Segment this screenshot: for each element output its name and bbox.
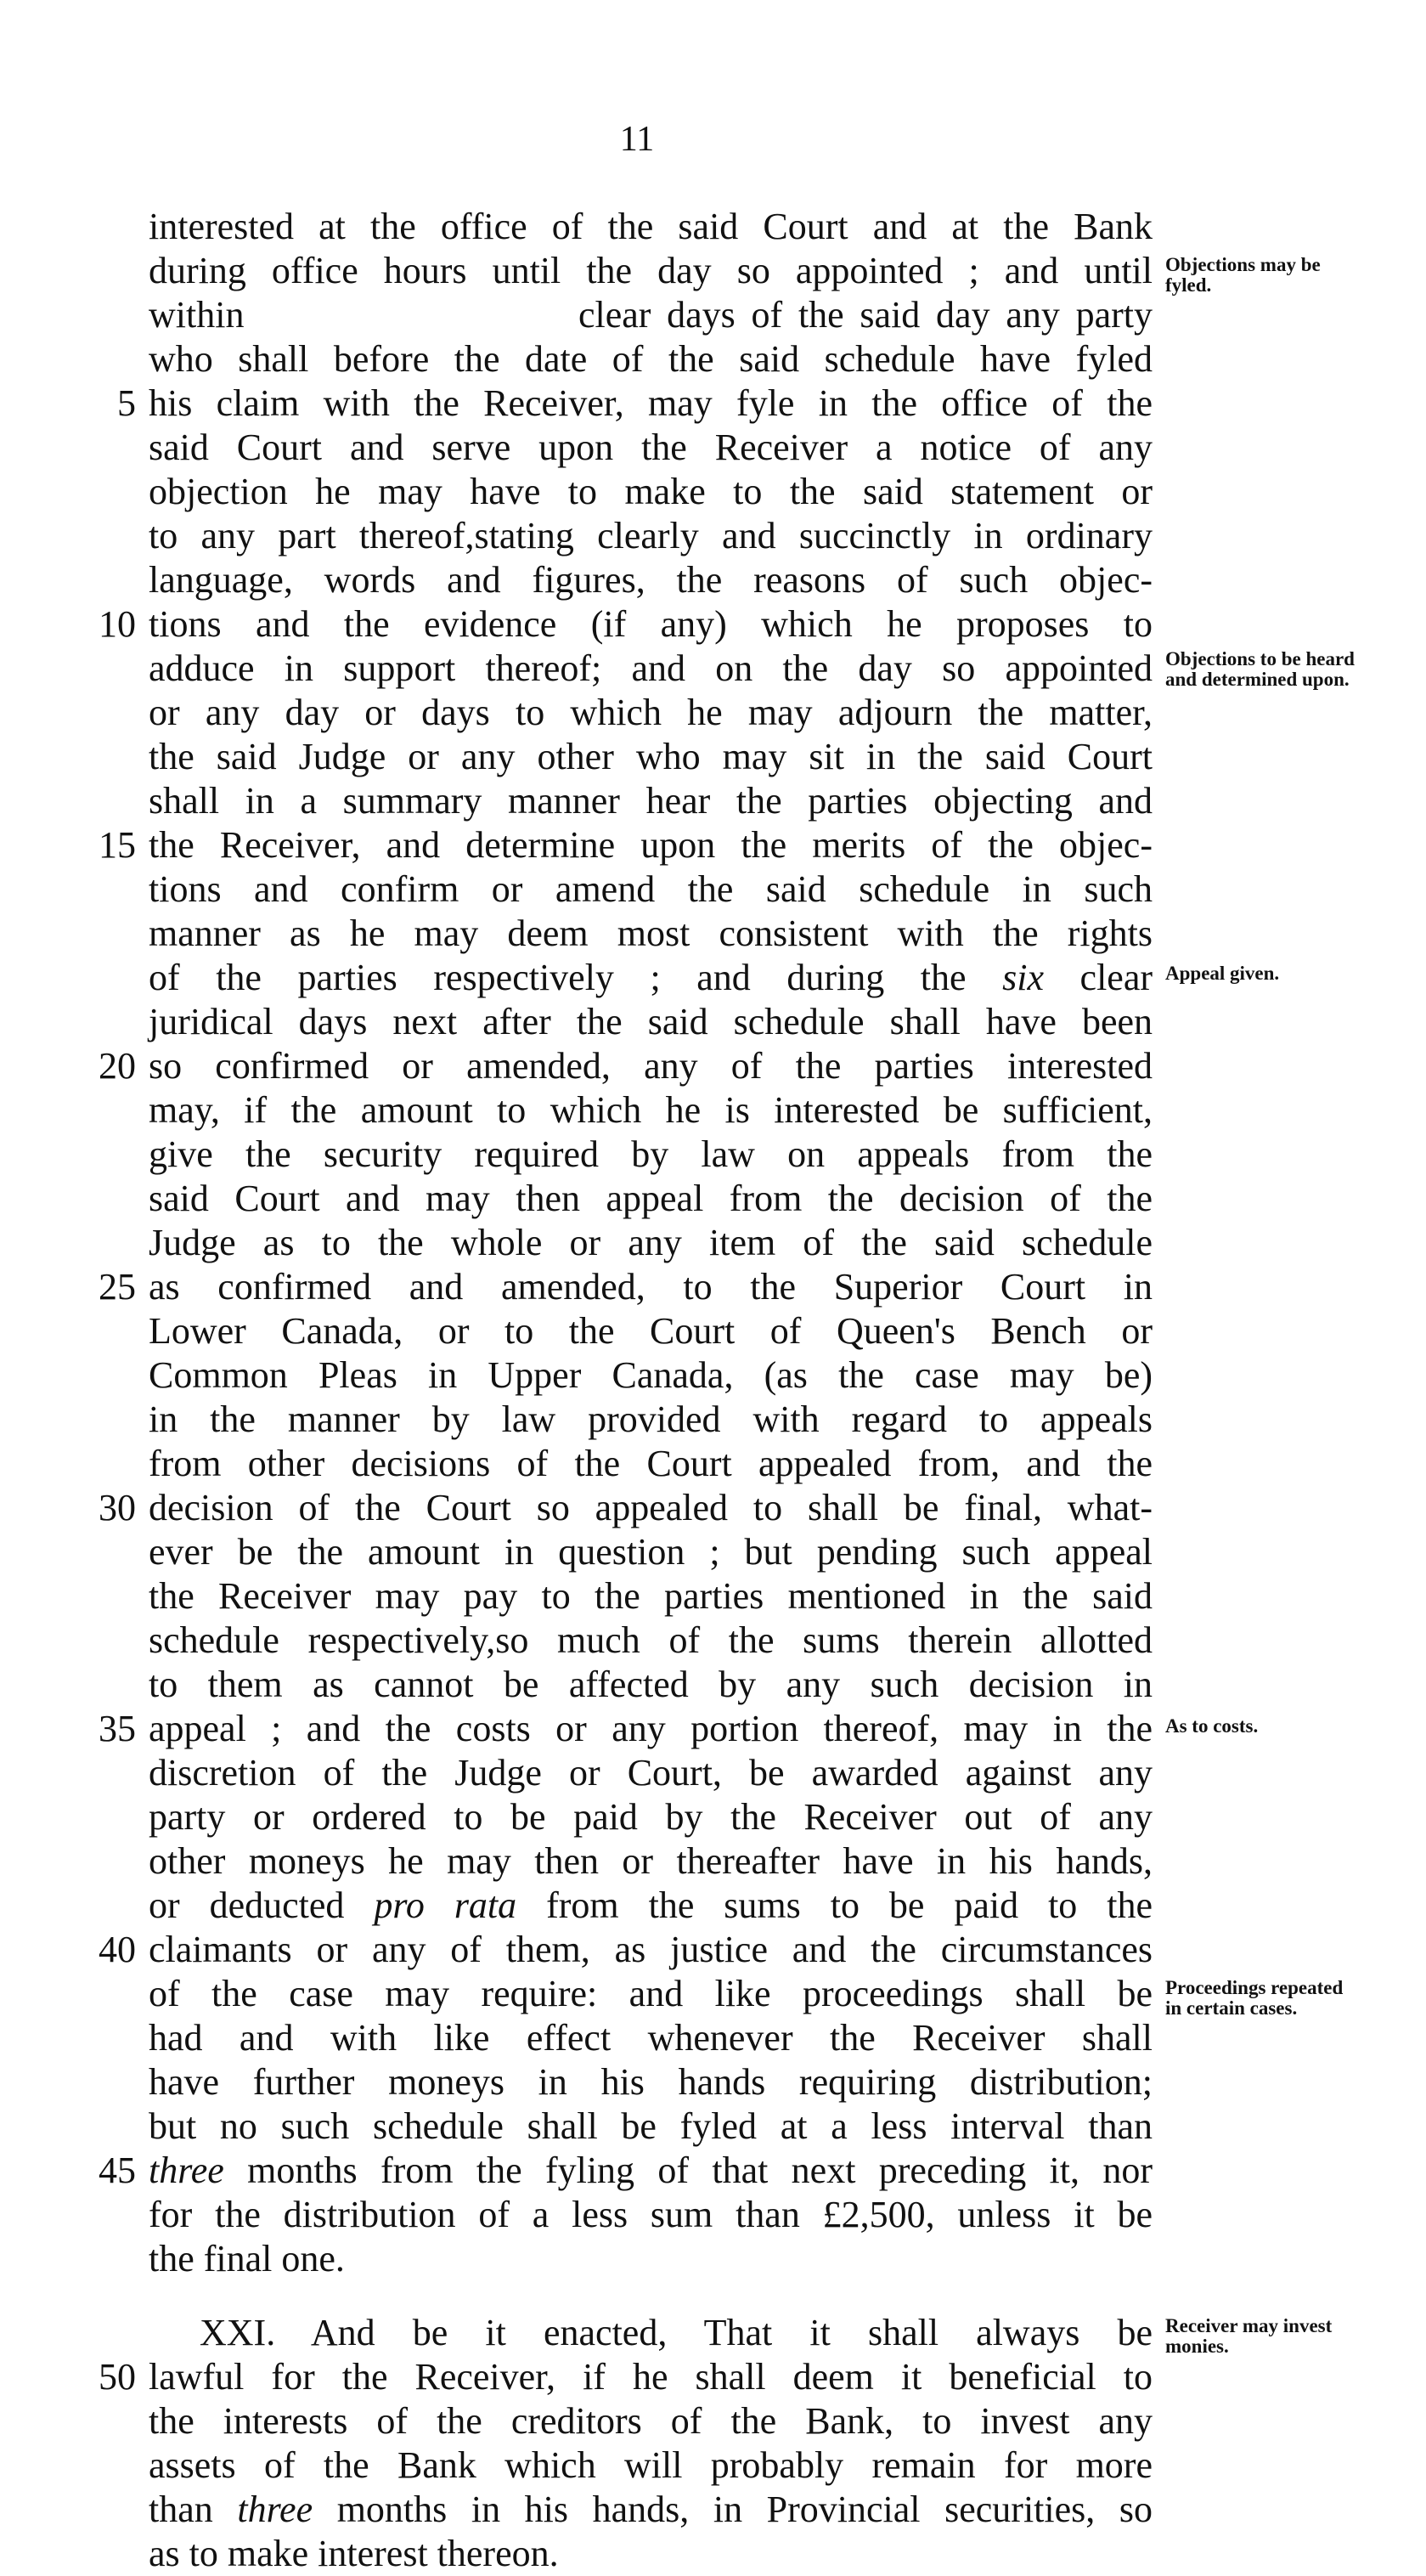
text-line: decision of the Court so appealed to shall be final, what- bbox=[149, 1487, 1153, 1528]
text-line: schedule respectively,so much of the sums therein allotted bbox=[149, 1619, 1153, 1661]
margin-note-objections-fyled: Objections may be fyled. bbox=[1165, 254, 1321, 296]
text-line: in the manner by law provided with regard to appeals bbox=[149, 1398, 1153, 1440]
text-line: to them as cannot be affected by any such decision in bbox=[149, 1664, 1153, 1705]
text-line: Judge as to the whole or any item of the said schedule bbox=[149, 1222, 1153, 1263]
line-number: 45 bbox=[99, 2149, 136, 2191]
text-line: tions and the evidence (if any) which he proposes to bbox=[149, 603, 1153, 645]
text-line: who shall before the date of the said schedule have fyled bbox=[149, 338, 1153, 380]
text-line: of the case may require: and like proceedings shall be bbox=[149, 1973, 1153, 2014]
text-line: his claim with the Receiver, may fyle in the office of the bbox=[149, 382, 1153, 424]
text-line: or any day or days to which he may adjourn the matter, bbox=[149, 692, 1153, 733]
text-line: the Receiver, and determine upon the merits of the objec- bbox=[149, 824, 1153, 866]
text-line: so confirmed or amended, any of the parties interested bbox=[149, 1045, 1153, 1087]
text-line: but no such schedule shall be fyled at a less interval than bbox=[149, 2105, 1153, 2147]
line-number: 40 bbox=[99, 1929, 136, 1970]
text-line: interested at the office of the said Court and at the Bank bbox=[149, 206, 1153, 247]
text-line: said Court and serve upon the Receiver a notice of any bbox=[149, 427, 1153, 468]
text-line: manner as he may deem most consistent with the rights bbox=[149, 912, 1153, 954]
text-line: have further moneys in his hands requiring distribution; bbox=[149, 2061, 1153, 2103]
text-line: may, if the amount to which he is interested be sufficient, bbox=[149, 1089, 1153, 1131]
line-number: 30 bbox=[99, 1487, 136, 1528]
text-line: during office hours until the day so appointed ; and until bbox=[149, 250, 1153, 291]
text-line: as confirmed and amended, to the Superior Court in bbox=[149, 1266, 1153, 1308]
text-line: XXI. And be it enacted, That it shall always be bbox=[200, 2312, 1153, 2353]
line-number: 20 bbox=[99, 1045, 136, 1087]
text-line: claimants or any of them, as justice and the circumstances bbox=[149, 1929, 1153, 1970]
text-line: appeal ; and the costs or any portion thereof, may in the bbox=[149, 1708, 1153, 1749]
line-number: 50 bbox=[99, 2356, 136, 2398]
margin-note-appeal-given: Appeal given. bbox=[1165, 963, 1280, 984]
text-line: objection he may have to make to the said statement or bbox=[149, 471, 1153, 512]
text-line: shall in a summary manner hear the parties objecting and bbox=[149, 780, 1153, 822]
text-line: three months from the fyling of that next preceding it, nor bbox=[149, 2149, 1153, 2191]
margin-note-objections-heard: Objections to be heard and determined upon. bbox=[1165, 648, 1355, 690]
margin-note-receiver-invest: Receiver may invest monies. bbox=[1165, 2315, 1333, 2357]
line-number: 35 bbox=[99, 1708, 136, 1749]
text-line: tions and confirm or amend the said schedule in such bbox=[149, 868, 1153, 910]
text-line: from other decisions of the Court appealed from, and the bbox=[149, 1443, 1153, 1484]
line-number: 5 bbox=[117, 382, 136, 424]
text-line: or deducted pro rata from the sums to be paid to the bbox=[149, 1884, 1153, 1926]
margin-note-as-to-costs: As to costs. bbox=[1165, 1715, 1259, 1737]
text-line: had and with like effect whenever the Receiver shall bbox=[149, 2017, 1153, 2059]
text-line: the Receiver may pay to the parties mentioned in the said bbox=[149, 1575, 1153, 1617]
text-line: within clear days of the said day any party bbox=[149, 294, 1153, 336]
text-line: language, words and figures, the reasons of such objec- bbox=[149, 559, 1153, 601]
text-line: adduce in support thereof; and on the day so appointed bbox=[149, 647, 1153, 689]
text-line: the final one. bbox=[149, 2238, 345, 2279]
text-line: said Court and may then appeal from the decision of the bbox=[149, 1178, 1153, 1219]
text-line: the interests of the creditors of the Bank, to invest any bbox=[149, 2400, 1153, 2442]
text-line: to any part thereof,stating clearly and succinctly in ordinary bbox=[149, 515, 1153, 556]
text-line: than three months in his hands, in Provincial securities, so bbox=[149, 2488, 1153, 2530]
text-line: of the parties respectively ; and during the six clear bbox=[149, 957, 1153, 998]
text-line: Common Pleas in Upper Canada, (as the case may be) bbox=[149, 1354, 1153, 1396]
line-number: 10 bbox=[99, 603, 136, 645]
text-line: party or ordered to be paid by the Receiver out of any bbox=[149, 1796, 1153, 1838]
line-number: 15 bbox=[99, 824, 136, 866]
text-line: for the distribution of a less sum than £2,500, unless it be bbox=[149, 2194, 1153, 2235]
text-line: as to make interest thereon. bbox=[149, 2533, 559, 2574]
text-line: ever be the amount in question ; but pending such appeal bbox=[149, 1531, 1153, 1573]
line-number: 25 bbox=[99, 1266, 136, 1308]
text-line: Lower Canada, or to the Court of Queen's Bench or bbox=[149, 1310, 1153, 1352]
margin-note-proceedings-repeated: Proceedings repeated in certain cases. bbox=[1165, 1977, 1344, 2019]
text-line: assets of the Bank which will probably remain for more bbox=[149, 2444, 1153, 2486]
text-line: give the security required by law on appeals from the bbox=[149, 1133, 1153, 1175]
text-line: juridical days next after the said schedule shall have been bbox=[149, 1001, 1153, 1042]
text-line: lawful for the Receiver, if he shall deem it beneficial to bbox=[149, 2356, 1153, 2398]
text-line: discretion of the Judge or Court, be awarded against any bbox=[149, 1752, 1153, 1794]
text-line: the said Judge or any other who may sit in the said Court bbox=[149, 736, 1153, 777]
page-number: 11 bbox=[619, 120, 655, 159]
text-line: other moneys he may then or thereafter have in his hands, bbox=[149, 1840, 1153, 1882]
